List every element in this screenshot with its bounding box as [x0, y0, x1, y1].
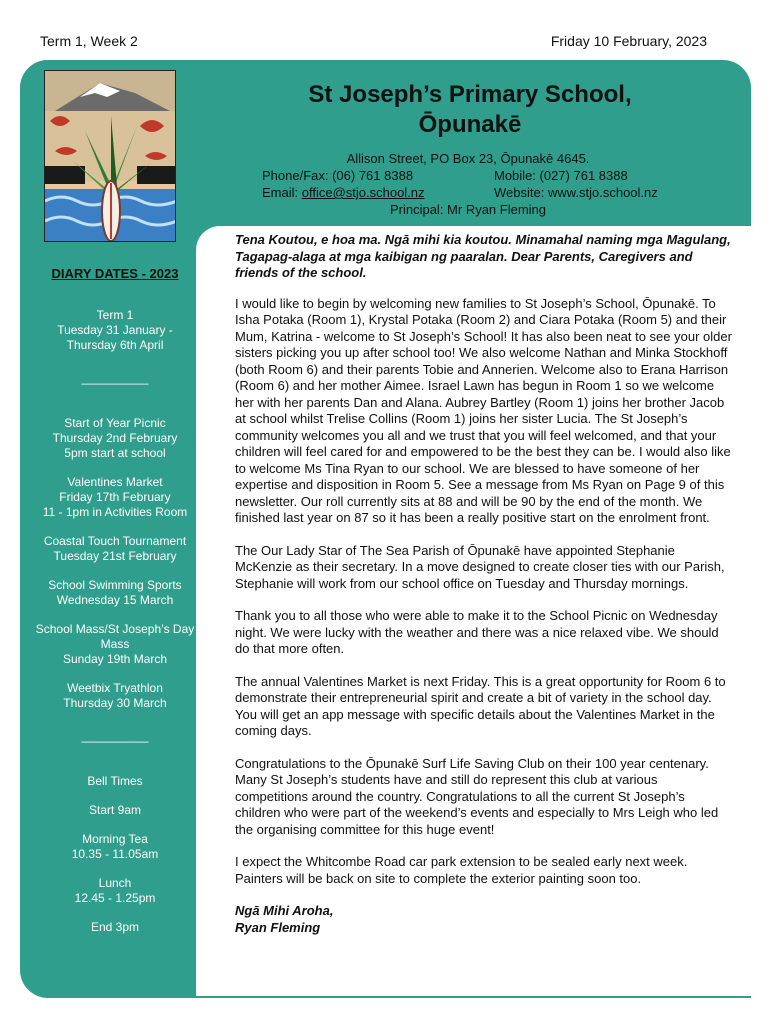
event-item: School Mass/St Joseph’s Day Mass Sunday 19th March [35, 622, 195, 666]
bell-end: End 3pm [90, 920, 140, 934]
school-name: St Joseph’s Primary School, Ōpunakē [308, 81, 632, 138]
principal: Principal: Mr Ryan Fleming [389, 202, 547, 217]
bell-start: Start 9am [88, 803, 142, 817]
paragraph: Thank you to all those who were able to make it to the School Picnic on Wednesday night. We were lucky with the weather and there was a nice relaxed vibe. We should do that more often. [235, 608, 719, 656]
term-name: Term 1 [96, 308, 134, 322]
signoff: Ngā Mihi Aroha, Ryan Fleming [235, 903, 334, 935]
paragraph: Congratulations to the Ōpunakē Surf Life Saving Club on their 100 year centenary. Many St Joseph’s students have and still do represent this club at various competitions around the country. Congratulations to all the current St Joseph’s children who were part of the weekend’s events and especially to Mrs Leigh who led the organising committee for this huge event! [235, 755, 719, 837]
email-link[interactable]: office@stjo.school.nz [301, 185, 425, 200]
mobile: Mobile: (027) 761 8388 [494, 168, 628, 183]
event-item: Valentines Market Friday 17th February 11 - 1pm in Activities Room [42, 475, 188, 519]
bottom-divider [196, 996, 751, 998]
paragraph: I would like to begin by welcoming new families to St Joseph’s School, Ōpunakē. To Isha Potaka (Room 1), Krystal Potaka (Room 2) and Ciara Potaka (Room 5) and their Mum, Katrina - welcome to St Joseph’s School! It has also been neat to see your older sisters picking you up after school too! We also welcome Nathan and Minka Stockhoff (both Room 6) and their parents Tobie and Annerien. Welcome also to Erana Harrison (Room 6) and her mother Aimee. Israel Lawn has begun in Room 1 so we welcome her with her parents Dan and Alana. Aubrey Bartley (Room 1) joins her brother Jacob at school whilst Trelise Collins (Room 1) joins her sister Lucia. The St Joseph’s community welcomes you all and we trust that you will feel welcomed, and that your children will feel cared for and empowered to be the best they can be. I would also like to welcome Ms Tina Ryan to our school. We are blessed to have someone of her expertise and disposition in Room 5. See a message from Ms Ryan on Page 9 of this newsletter. Our roll currently sits at 88 and will be 90 by the end of the month. We finished last year on 87 so it has been a really positive start on the enrolment front. [235, 295, 732, 525]
term-week-label: Term 1, Week 2 [40, 33, 138, 49]
event-item: Weetbix Tryathlon Thursday 30 March [63, 681, 167, 710]
paragraph: The annual Valentines Market is next Friday. This is a great opportunity for Room 6 to demonstrate their entrepreneurial spirit and create a bit of variety in the school day. You will get an app message with specific details about the Valentines Market in the coming days. [235, 673, 726, 738]
bell-morning-tea: Morning Tea 10.35 - 11.05am [71, 832, 159, 861]
website: Website: www.stjo.school.nz [494, 185, 658, 200]
event-item: Start of Year Picnic Thursday 2nd February 5pm start at school [52, 416, 178, 460]
diary-title: DIARY DATES - 2023 [51, 266, 179, 281]
paragraph: The Our Lady Star of The Sea Parish of Ōpunakē have appointed Stephanie McKenzie as their secretary. In a move designed to create closer ties with our Parish, Stephanie will work from our school office on Tuesday and Thursday mornings. [235, 542, 725, 591]
bell-times-title: Bell Times [87, 774, 143, 788]
bell-lunch: Lunch 12.45 - 1.25pm [74, 876, 156, 905]
school-logo [44, 70, 176, 242]
paragraph: I expect the Whitcombe Road car park extension to be sealed early next week. Painters will be back on site to complete the exterior painting soon too. [235, 854, 688, 886]
separator: __________ [81, 729, 149, 743]
letter-body [235, 232, 733, 936]
greeting: Tena Koutou, e hoa ma. Ngā mihi kia koutou. Minamahal naming mga Magulang, Tagapag-alaga at mga kaibigan ng paaralan. Dear Parents, Caregivers and friends of the school. [235, 232, 731, 280]
event-item: Coastal Touch Tournament Tuesday 21st February [43, 534, 187, 563]
address: Allison Street, PO Box 23, Ōpunakē 4645. [346, 151, 590, 166]
separator: __________ [81, 371, 149, 385]
diary-dates [30, 266, 200, 949]
phone: Phone/Fax: (06) 761 8388 [262, 168, 414, 183]
issue-date: Friday 10 February, 2023 [550, 33, 707, 49]
term-dates: Tuesday 31 January - Thursday 6th April [57, 323, 173, 352]
event-item: School Swimming Sports Wednesday 15 March [48, 578, 182, 607]
